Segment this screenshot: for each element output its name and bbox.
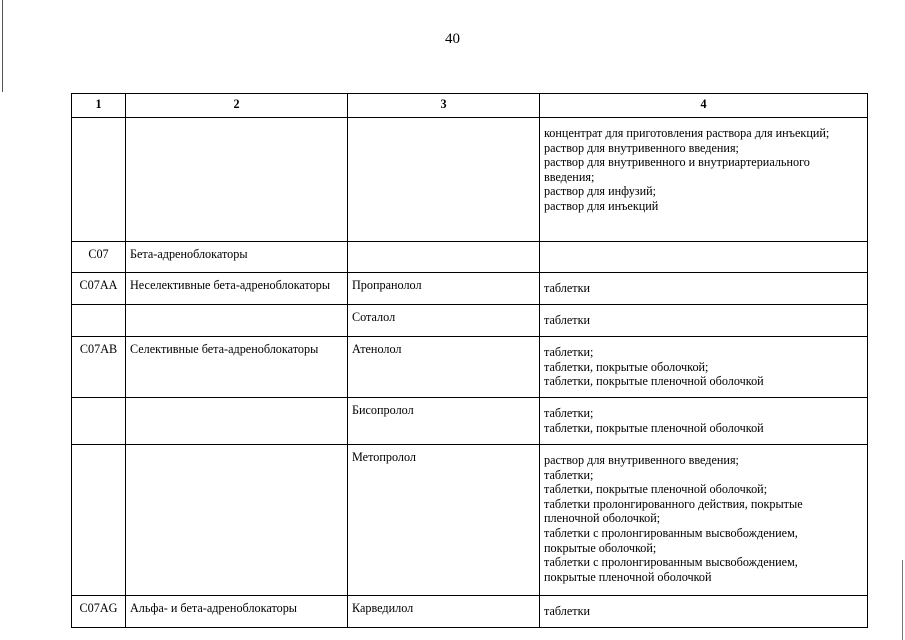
column-header-2: 2 [126,94,348,118]
dosage-forms-cell [540,337,868,398]
dosage-forms-cell [540,398,868,445]
dosage-form-line: таблетки, покрытые пленочной оболочкой [544,420,764,435]
group-cell [126,398,348,445]
dosage-form-line: таблетки [544,604,591,618]
dosage-forms-cell [540,118,868,242]
atc-code-cell [72,445,126,596]
table-row [72,305,868,337]
drug-cell: Атенолол [348,337,540,398]
column-header-3: 3 [348,94,540,118]
dosage-form-line: таблетки пролонгированного действия, покрытые [544,496,803,511]
drug-cell [348,118,540,242]
drug-cell: Соталол [348,305,540,337]
dosage-form-line: раствор для внутривенного и внутриартериального [544,155,810,170]
dosage-form-line: таблетки; [544,467,594,482]
column-header-1: 1 [72,94,126,118]
atc-code-cell: C07AB [72,337,126,398]
table-row [72,337,868,398]
drug-cell: Метопролол [348,445,540,596]
dosage-form-line: таблетки; [544,406,594,420]
group-cell: Селективные бета-адреноблокаторы [126,337,348,398]
dosage-form-line: таблетки, покрытые пленочной оболочкой; [544,482,768,497]
group-cell: Альфа- и бета-адреноблокаторы [126,596,348,628]
dosage-form-line: таблетки, покрытые оболочкой; [544,359,709,374]
group-cell [126,305,348,337]
table-row [72,398,868,445]
dosage-forms-cell [540,445,868,596]
page-number: 40 [445,31,460,47]
drug-cell: Карведилол [348,596,540,628]
atc-code-cell: C07AA [72,273,126,305]
dosage-form-line: раствор для внутривенного введения; [544,140,739,155]
dosage-form-line: таблетки; [544,345,594,359]
drug-cell: Бисопролол [348,398,540,445]
dosage-forms-cell [540,273,868,305]
dosage-form-line: раствор для инфузий; [544,184,657,199]
dosage-forms-cell [540,242,868,273]
table-row [72,118,868,242]
dosage-form-line: концентрат для приготовления раствора для инъекций; [544,126,830,140]
dosage-form-line: таблетки с пролонгированным высвобождением, [544,555,798,570]
dosage-form-line: раствор для внутривенного введения; [544,453,739,467]
atc-code-cell [72,398,126,445]
dosage-form-line: раствор для инъекций [544,198,659,213]
table-row [72,445,868,596]
column-header-4: 4 [540,94,868,118]
atc-code-cell [72,305,126,337]
dosage-forms-cell [540,596,868,628]
drug-table [71,93,868,628]
dosage-form-line: введения; [544,169,595,184]
atc-code-cell: C07AG [72,596,126,628]
dosage-form-line: покрытые оболочкой; [544,540,657,555]
dosage-forms-cell [540,305,868,337]
dosage-form-line: таблетки [544,313,591,327]
table-header-row [72,94,868,118]
drug-cell: Пропранолол [348,273,540,305]
atc-code-cell: C07 [72,242,126,273]
group-cell: Неселективные бета-адреноблокаторы [126,273,348,305]
group-cell: Бета-адреноблокаторы [126,242,348,273]
atc-code-cell [72,118,126,242]
table-row [72,596,868,628]
dosage-form-line: таблетки с пролонгированным высвобождением, [544,525,798,540]
dosage-form-line: покрытые пленочной оболочкой [544,569,712,584]
drug-cell [348,242,540,273]
table-row [72,273,868,305]
dosage-form-line: таблетки, покрытые пленочной оболочкой [544,374,764,389]
scan-edge-line [902,560,903,640]
dosage-form-line: пленочной оболочкой; [544,511,661,526]
group-cell [126,445,348,596]
dosage-form-line: таблетки [544,281,591,295]
table-row [72,242,868,273]
group-cell [126,118,348,242]
